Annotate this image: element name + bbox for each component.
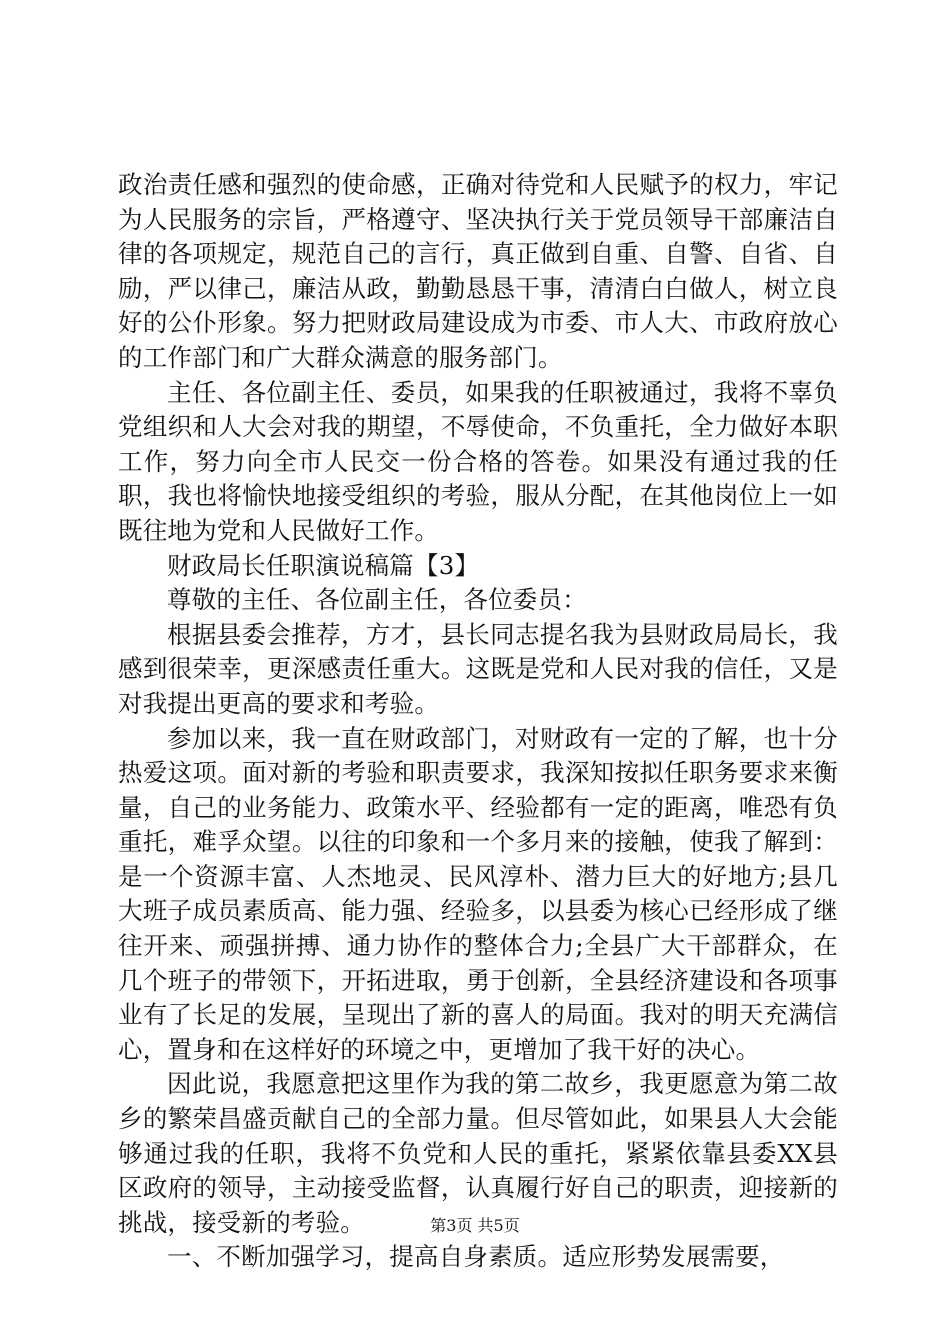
paragraph-1: 政治责任感和强烈的使命感，正确对待党和人民赋予的权力，牢记为人民服务的宗旨，严格遵守、坚决执行关于党员领导干部廉洁自律的各项规定，规范自己的言行，真正做到自重、自警、自省、自励，严以律己，廉洁从政，勤勤恳恳干事，清清白白做人，树立良好的公仆形象。努力把财政局建设成为市委、市人大、市政府放心的工作部门和广大群众满意的服务部门。 <box>118 170 838 372</box>
section-heading: 财政局长任职演说稿篇【3】 <box>167 550 480 580</box>
page-footer: 第3页 共5页 <box>430 1216 520 1235</box>
paragraph-4: 参加以来，我一直在财政部门，对财政有一定的了解，也十分热爱这项。面对新的考验和职责要求，我深知按拟任职务要求来衡量，自己的业务能力、政策水平、经验都有一定的距离，唯恐有负重托，难孚众望。以往的印象和一个多月来的接触，使我了解到：是一个资源丰富、人杰地灵、民风淳朴、潜力巨大的好地方;县几大班子成员素质高、能力强、经验多，以县委为核心已经形成了继往开来、顽强拼搏、通力协作的整体合力;全县广大干部群众，在几个班子的带领下，开拓进取，勇于创新，全县经济建设和各项事业有了长足的发展，呈现出了新的喜人的局面。我对的明天充满信心，置身和在这样好的环境之中，更增加了我干好的决心。 <box>118 723 838 1064</box>
salutation: 尊敬的主任、各位副主任，各位委员： <box>167 585 587 615</box>
paragraph-3: 根据县委会推荐，方才，县长同志提名我为县财政局局长，我感到很荣幸，更深感责任重大。这既是党和人民对我的信任，又是对我提出更高的要求和考验。 <box>118 619 838 718</box>
document-body <box>118 168 838 1275</box>
paragraph-5: 因此说，我愿意把这里作为我的第二故乡，我更愿意为第二故乡的繁荣昌盛贡献自己的全部力量。但尽管如此，如果县人大会能够通过我的任职，我将不负党和人民的重托，紧紧依靠县委XX县区政府的领导，主动接受监督，认真履行好自己的职责，迎接新的挑战，接受新的考验。 <box>118 1069 838 1237</box>
paragraph-2: 主任、各位副主任、委员，如果我的任职被通过，我将不辜负党组织和人大会对我的期望，不辱使命，不负重托，全力做好本职工作，努力向全市人民交一份合格的答卷。如果没有通过我的任职，我也将愉快地接受组织的考验，服从分配，在其他岗位上一如既往地为党和人民做好工作。 <box>118 377 838 545</box>
paragraph-6: 一、不断加强学习，提高自身素质。适应形势发展需要， <box>167 1242 785 1272</box>
